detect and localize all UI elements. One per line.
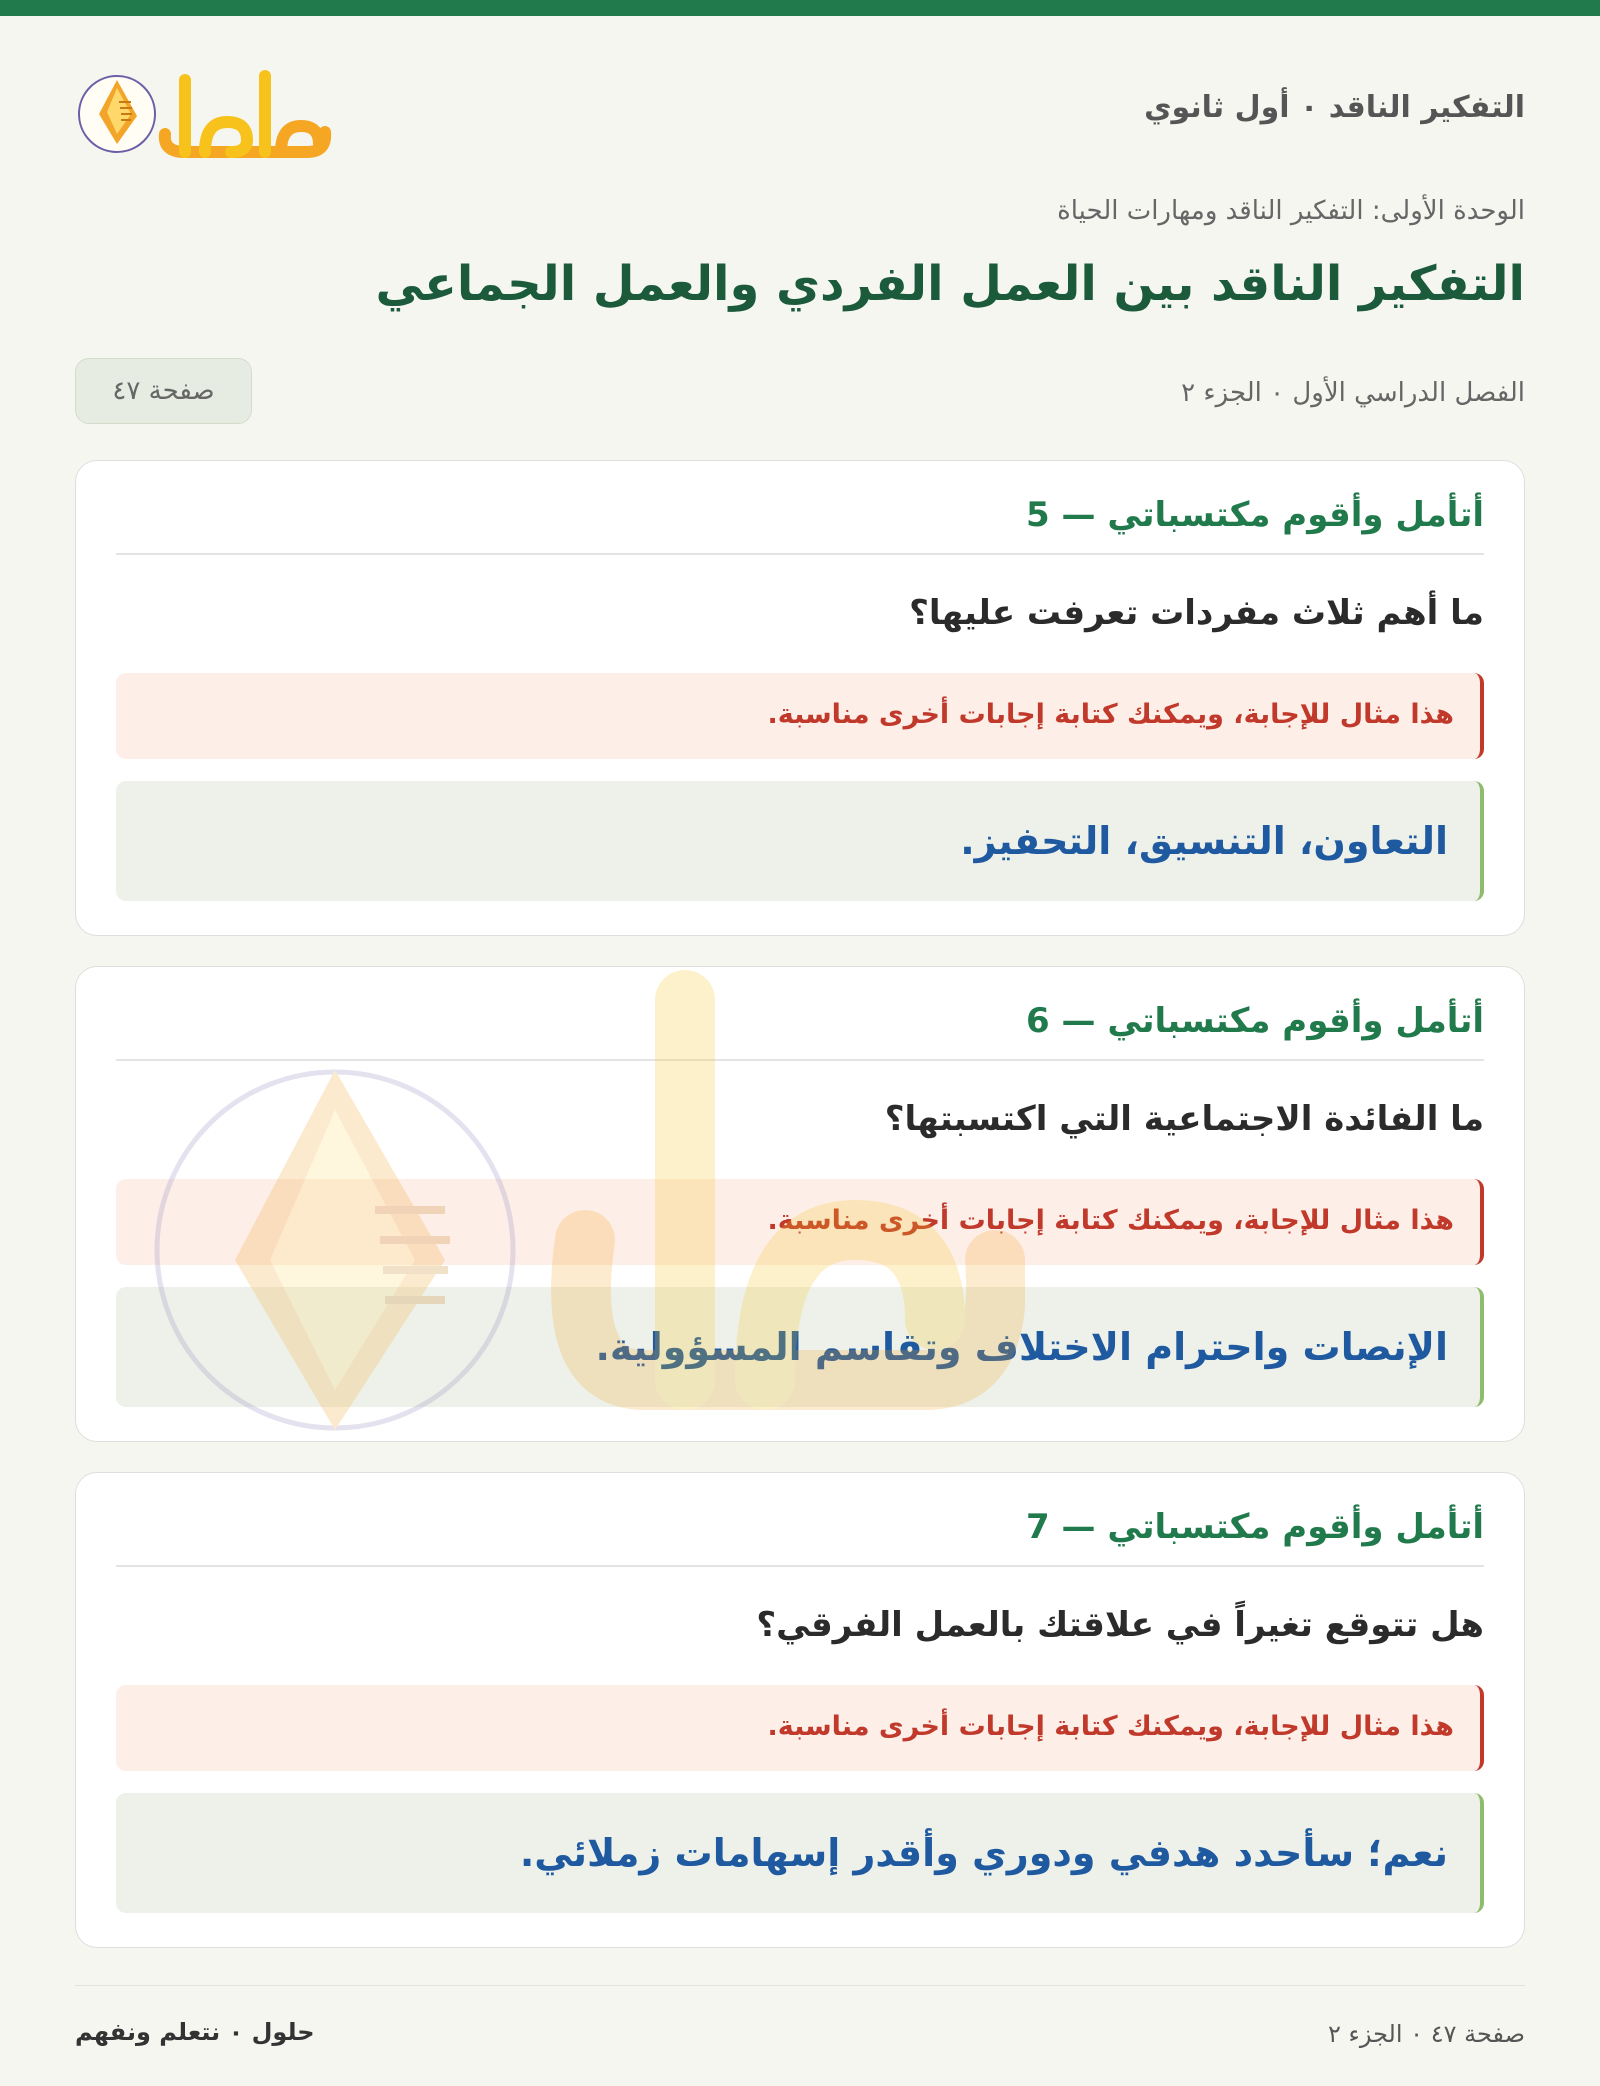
page-title: التفكير الناقد بين العمل الفردي والعمل الجماعي — [375, 256, 1525, 312]
top-accent-bar — [0, 0, 1600, 16]
question-card — [75, 1472, 1525, 1948]
footer-divider — [75, 1985, 1525, 1986]
subject-label: التفكير الناقد ٠ أول ثانوي — [1144, 90, 1525, 125]
question-card — [75, 460, 1525, 936]
card-heading — [116, 997, 1484, 1061]
card-heading-text: أتأمل وأقوم مكتسباتي — 5 — [1025, 495, 1484, 535]
question-text: هل تتوقع تغيراً في علاقتك بالعمل الفرقي؟ — [756, 1605, 1484, 1645]
question-card — [75, 966, 1525, 1442]
answer-note — [116, 1685, 1484, 1771]
answer-note-text: هذا مثال للإجابة، ويمكنك كتابة إجابات أخرى مناسبة. — [767, 1205, 1454, 1236]
unit-label: الوحدة الأولى: التفكير الناقد ومهارات الحياة — [1057, 196, 1525, 226]
answer-box — [116, 1793, 1484, 1913]
answer-note-text: هذا مثال للإجابة، ويمكنك كتابة إجابات أخرى مناسبة. — [767, 699, 1454, 730]
answer-note — [116, 673, 1484, 759]
question-text: ما أهم ثلاث مفردات تعرفت عليها؟ — [909, 593, 1484, 633]
card-heading — [116, 491, 1484, 555]
question-text: ما الفائدة الاجتماعية التي اكتسبتها؟ — [884, 1099, 1484, 1139]
footer-brand: حلول ٠ نتعلم ونفهم — [75, 2018, 315, 2046]
answer-box — [116, 1287, 1484, 1407]
answer-text: التعاون، التنسيق، التحفيز. — [960, 819, 1448, 863]
semester-label: الفصل الدراسي الأول ٠ الجزء ٢ — [1181, 378, 1525, 408]
card-heading-text: أتأمل وأقوم مكتسباتي — 7 — [1025, 1507, 1484, 1547]
answer-note — [116, 1179, 1484, 1265]
card-heading — [116, 1503, 1484, 1567]
footer-page-info: صفحة ٤٧ ٠ الجزء ٢ — [1328, 2020, 1525, 2048]
card-heading-text: أتأمل وأقوم مكتسباتي — 6 — [1025, 1001, 1484, 1041]
answer-note-text: هذا مثال للإجابة، ويمكنك كتابة إجابات أخرى مناسبة. — [767, 1711, 1454, 1742]
answer-text: الإنصات واحترام الاختلاف وتقاسم المسؤولية. — [595, 1325, 1448, 1369]
hulul-logo — [75, 56, 335, 166]
page-header — [75, 56, 1525, 166]
page-badge: صفحة ٤٧ — [75, 358, 252, 424]
answer-text: نعم؛ سأحدد هدفي ودوري وأقدر إسهامات زملائي. — [519, 1831, 1448, 1875]
answer-box — [116, 781, 1484, 901]
